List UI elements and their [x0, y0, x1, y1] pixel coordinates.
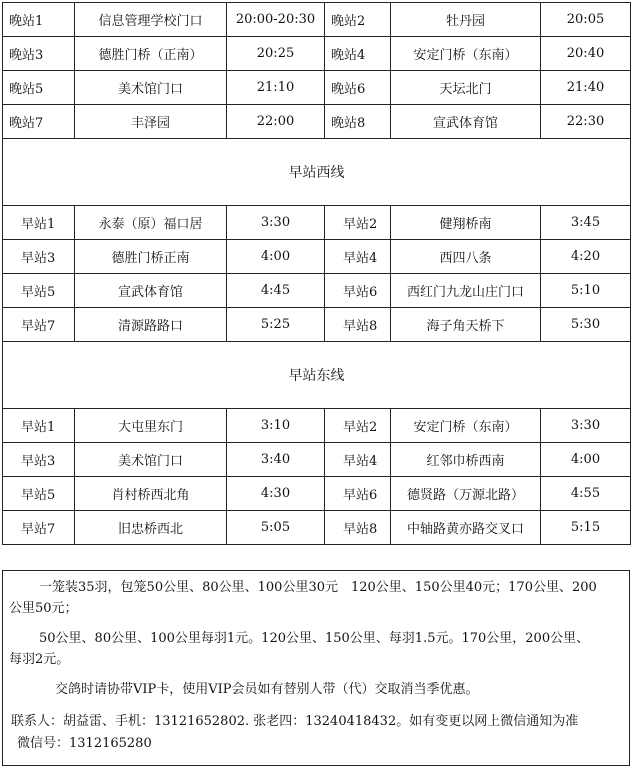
station-time: 4:55 [541, 477, 631, 511]
station-time: 3:30 [227, 206, 325, 240]
station-time: 4:00 [541, 443, 631, 477]
station-label: 早站3 [3, 240, 75, 274]
station-row [3, 308, 631, 342]
station-place: 中轴路黄亦路交叉口 [391, 511, 541, 545]
station-place: 清源路路口 [75, 308, 227, 342]
station-time: 4:20 [541, 240, 631, 274]
station-label: 晚站4 [325, 37, 391, 71]
station-place: 美术馆门口 [75, 71, 227, 105]
station-time: 20:40 [541, 37, 631, 71]
station-time: 22:30 [541, 105, 631, 139]
station-time: 5:10 [541, 274, 631, 308]
station-row [3, 274, 631, 308]
station-label: 早站7 [3, 308, 75, 342]
station-label: 早站6 [325, 274, 391, 308]
station-label: 早站5 [3, 477, 75, 511]
station-label: 早站8 [325, 511, 391, 545]
station-label: 早站4 [325, 240, 391, 274]
station-time: 5:05 [227, 511, 325, 545]
station-time: 21:40 [541, 71, 631, 105]
station-place: 牡丹园 [391, 3, 541, 37]
station-time: 21:10 [227, 71, 325, 105]
station-label: 早站5 [3, 274, 75, 308]
notes-box [2, 570, 630, 766]
price-note-2: 50公里、80公里、100公里每羽1元。120公里、150公里、每羽1.5元。170公里，200公里、 [39, 631, 590, 646]
station-place: 大屯里东门 [75, 409, 227, 443]
station-place: 丰泽园 [75, 105, 227, 139]
station-time: 5:30 [541, 308, 631, 342]
station-place: 西四八条 [391, 240, 541, 274]
station-time: 4:30 [227, 477, 325, 511]
station-label: 晚站6 [325, 71, 391, 105]
station-row [3, 37, 631, 71]
station-time: 20:25 [227, 37, 325, 71]
station-place: 安定门桥（东南） [391, 37, 541, 71]
station-place: 宣武体育馆 [391, 105, 541, 139]
station-label: 早站1 [3, 409, 75, 443]
evening-section [3, 3, 631, 139]
station-place: 海子角天桥下 [391, 308, 541, 342]
wechat-note: 微信号：1312165280 [17, 736, 152, 751]
station-row [3, 477, 631, 511]
station-label: 早站2 [325, 409, 391, 443]
station-row [3, 71, 631, 105]
station-row [3, 3, 631, 37]
section-title-west: 早站西线 [3, 139, 631, 206]
station-label: 早站4 [325, 443, 391, 477]
east-section [3, 342, 631, 409]
station-place: 德贤路（万源北路） [391, 477, 541, 511]
station-time: 4:00 [227, 240, 325, 274]
station-place: 永泰（原）福口居 [75, 206, 227, 240]
station-time: 3:30 [541, 409, 631, 443]
section-title-east: 早站东线 [3, 342, 631, 409]
east-rows [3, 409, 631, 545]
station-label: 早站3 [3, 443, 75, 477]
west-section [3, 139, 631, 206]
vip-note: 交鸽时请协带VIP卡，使用VIP会员如有替别人带（代）交取消当季优惠。 [55, 682, 479, 697]
station-place: 德胜门桥正南 [75, 240, 227, 274]
station-time: 5:15 [541, 511, 631, 545]
station-label: 晚站7 [3, 105, 75, 139]
station-place: 宣武体育馆 [75, 274, 227, 308]
station-time: 3:10 [227, 409, 325, 443]
west-rows [3, 206, 631, 342]
station-time: 20:00-20:30 [227, 3, 325, 37]
station-place: 肖村桥西北角 [75, 477, 227, 511]
station-row [3, 206, 631, 240]
station-label: 早站7 [3, 511, 75, 545]
station-label: 早站6 [325, 477, 391, 511]
station-place: 旧忠桥西北 [75, 511, 227, 545]
price-note-1: 一笼装35羽，包笼50公里、80公里、100公里30元 120公里、150公里40元；170公里、200 [39, 580, 597, 595]
station-time: 20:05 [541, 3, 631, 37]
station-label: 晚站3 [3, 37, 75, 71]
contact-note: 联系人：胡益雷、手机：13121652802. 张老四：13240418432。如有变更以网上微信通知为准 [11, 714, 579, 729]
station-time: 3:45 [541, 206, 631, 240]
schedule-table [2, 2, 631, 545]
station-time: 5:25 [227, 308, 325, 342]
station-label: 晚站5 [3, 71, 75, 105]
station-label: 晚站8 [325, 105, 391, 139]
station-place: 美术馆门口 [75, 443, 227, 477]
station-label: 早站8 [325, 308, 391, 342]
station-label: 晚站1 [3, 3, 75, 37]
station-time: 3:40 [227, 443, 325, 477]
station-place: 健翔桥南 [391, 206, 541, 240]
station-place: 德胜门桥（正南） [75, 37, 227, 71]
station-time: 4:45 [227, 274, 325, 308]
station-place: 安定门桥（东南） [391, 409, 541, 443]
price-note-2-cont: 每羽2元。 [9, 652, 70, 667]
station-row [3, 409, 631, 443]
station-row [3, 443, 631, 477]
station-place: 红邻巾桥西南 [391, 443, 541, 477]
station-label: 晚站2 [325, 3, 391, 37]
station-label: 早站2 [325, 206, 391, 240]
station-time: 22:00 [227, 105, 325, 139]
station-row [3, 105, 631, 139]
station-place: 信息管理学校门口 [75, 3, 227, 37]
price-note-1-cont: 公里50元； [9, 601, 78, 616]
station-row [3, 240, 631, 274]
station-place: 天坛北门 [391, 71, 541, 105]
station-label: 早站1 [3, 206, 75, 240]
station-place: 西红门九龙山庄门口 [391, 274, 541, 308]
station-row [3, 511, 631, 545]
